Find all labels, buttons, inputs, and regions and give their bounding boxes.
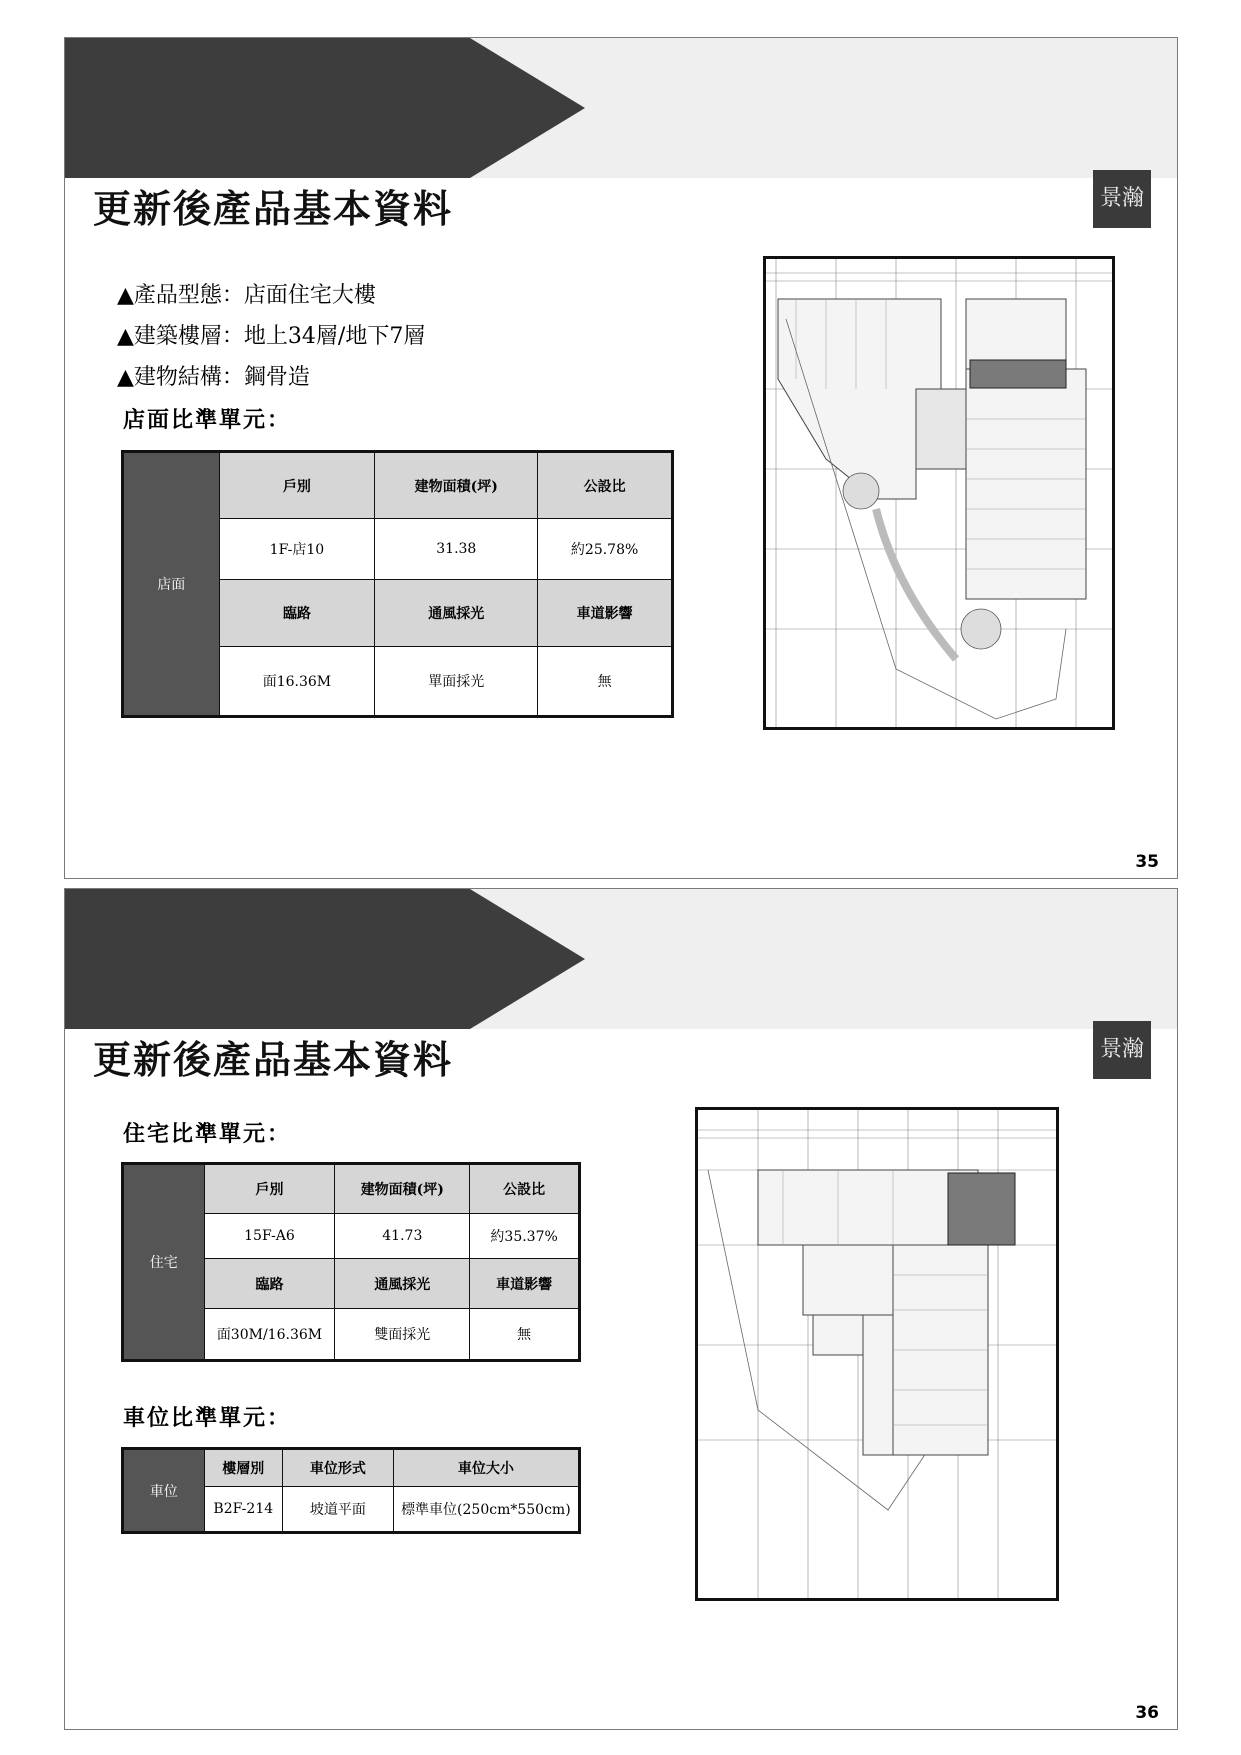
page-title: 更新後產品基本資料 [93,1037,454,1082]
section-title-shop: 店面比準單元： [123,407,292,433]
table-header: 樓層別 [204,1449,283,1487]
table-header: 建物面積(坪) [335,1164,470,1214]
table-header: 公設比 [470,1164,580,1214]
brand-logo: 景瀚 [1093,1021,1151,1079]
section-title-parking: 車位比準單元： [123,1405,292,1431]
table-header: 臨路 [204,1259,335,1309]
floor-plan-icon [766,259,1112,727]
table-header: 公設比 [538,452,673,519]
table-header: 車位形式 [283,1449,394,1487]
table-cell: 約25.78% [538,519,673,580]
table-cell: 面30M/16.36M [204,1309,335,1361]
slide-36 [64,888,1178,1730]
page-number: 36 [1135,1703,1159,1723]
table-cell: 面16.36M [219,647,375,717]
table-cell: 15F-A6 [204,1214,335,1259]
table-side-label: 店面 [123,452,220,717]
table-header: 建物面積(坪) [375,452,538,519]
table-cell: B2F-214 [204,1487,283,1533]
table-cell: 標準車位(250cm*550cm) [393,1487,579,1533]
page-number: 35 [1135,852,1159,872]
table-side-label: 車位 [123,1449,205,1533]
table-cell: 單面採光 [375,647,538,717]
table-side-label: 住宅 [123,1164,205,1361]
table-cell: 41.73 [335,1214,470,1259]
table-cell: 無 [538,647,673,717]
table-header: 車道影響 [470,1259,580,1309]
table-header: 車道影響 [538,580,673,647]
bullet-structure: ▲建物結構：鋼骨造 [117,365,310,390]
parking-spec-table [121,1447,581,1534]
table-header: 通風採光 [335,1259,470,1309]
floor-plan-icon [698,1110,1056,1598]
section-title-residence: 住宅比準單元： [123,1121,292,1147]
table-header: 戶別 [219,452,375,519]
floor-plan-image [695,1107,1059,1601]
table-cell: 無 [470,1309,580,1361]
table-cell: 雙面採光 [335,1309,470,1361]
table-header: 車位大小 [393,1449,579,1487]
table-cell: 1F-店10 [219,519,375,580]
header-arrow-band [65,889,585,1029]
table-cell: 約35.37% [470,1214,580,1259]
header-arrow-band [65,38,585,178]
bullet-product-type: ▲產品型態：店面住宅大樓 [117,283,376,308]
residence-spec-table [121,1162,581,1362]
brand-logo: 景瀚 [1093,170,1151,228]
highlight-unit [970,360,1066,388]
table-header: 通風採光 [375,580,538,647]
bullet-floors: ▲建築樓層：地上34層/地下7層 [117,324,426,349]
highlight-unit [948,1173,1015,1245]
slide-35 [64,37,1178,879]
floor-plan-image [763,256,1115,730]
table-cell: 坡道平面 [283,1487,394,1533]
page-title: 更新後產品基本資料 [93,186,454,231]
table-header: 臨路 [219,580,375,647]
shop-spec-table [121,450,674,718]
table-cell: 31.38 [375,519,538,580]
table-header: 戶別 [204,1164,335,1214]
